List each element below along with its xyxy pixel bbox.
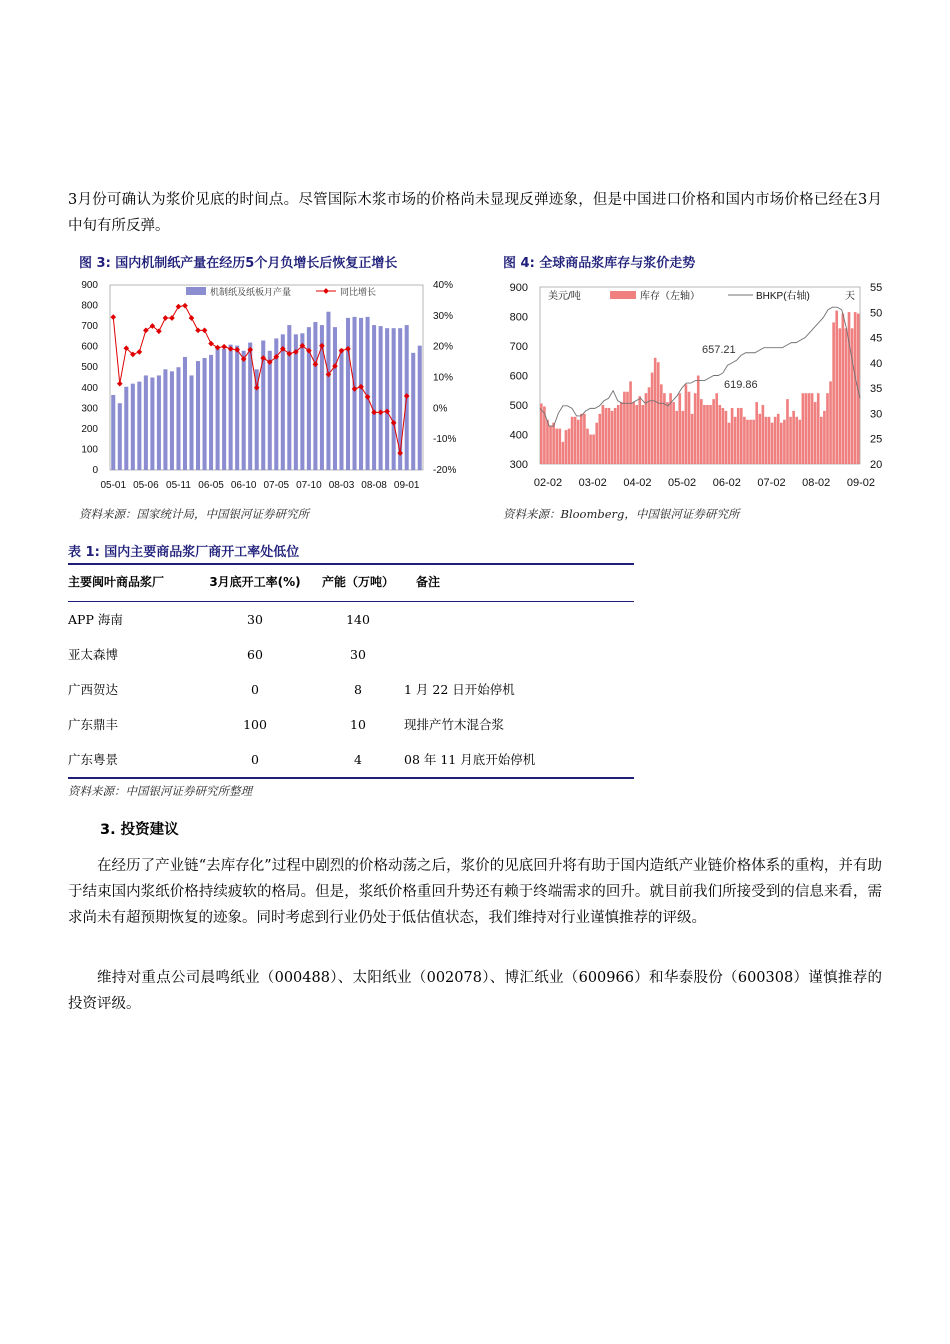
bar bbox=[555, 429, 558, 464]
y-left-tick-label: 700 bbox=[509, 341, 528, 353]
figure3-source: 资料来源：国家统计局，中国银河证券研究所 bbox=[79, 507, 309, 521]
bar bbox=[762, 405, 765, 464]
bar bbox=[385, 328, 389, 470]
bar bbox=[623, 392, 626, 464]
x-tick-label: 03-02 bbox=[578, 477, 607, 489]
y-left-tick-label: 0 bbox=[92, 465, 98, 476]
bar bbox=[657, 362, 660, 464]
right-axis-unit: 天 bbox=[845, 291, 855, 302]
y-right-tick-label: 20% bbox=[433, 341, 454, 353]
bar bbox=[632, 402, 635, 464]
x-tick-label: 04-02 bbox=[623, 477, 652, 489]
growth-point bbox=[208, 341, 214, 347]
bar bbox=[562, 442, 565, 464]
bar bbox=[157, 375, 161, 470]
y-left-tick-label: 200 bbox=[81, 423, 98, 435]
x-tick-label: 06-10 bbox=[230, 480, 257, 491]
bar bbox=[589, 435, 592, 465]
table-cell: 1 月 22 日开始停机 bbox=[404, 682, 515, 697]
growth-point bbox=[182, 303, 188, 309]
x-tick-label: 05-01 bbox=[100, 480, 127, 491]
bar bbox=[568, 429, 571, 464]
intro-paragraph: 3月份可确认为浆价见底的时间点。尽管国际木浆市场的价格尚未显现反弹迹象，但是中国进口价格和国内市场价格已经在3月中旬有所反弹。 bbox=[68, 192, 882, 234]
growth-point bbox=[176, 304, 182, 310]
y-left-tick-label: 300 bbox=[509, 459, 528, 471]
bar bbox=[242, 351, 246, 470]
bar bbox=[734, 417, 737, 464]
bar bbox=[235, 346, 239, 470]
bar bbox=[722, 408, 725, 464]
bar bbox=[768, 417, 771, 464]
table-row bbox=[68, 742, 634, 779]
bar bbox=[792, 411, 795, 464]
bar bbox=[638, 396, 641, 464]
x-tick-label: 08-08 bbox=[361, 480, 387, 491]
bar bbox=[842, 314, 845, 464]
bar bbox=[688, 392, 691, 464]
bar bbox=[605, 408, 608, 464]
figure3-chart bbox=[68, 275, 468, 505]
y-left-tick-label: 900 bbox=[81, 280, 98, 291]
x-tick-label: 08-03 bbox=[328, 480, 355, 491]
x-tick-label: 07-05 bbox=[263, 480, 290, 491]
bar bbox=[737, 408, 740, 464]
table-header-cell: 主要闽叶商品浆厂 bbox=[68, 575, 165, 589]
bar bbox=[746, 420, 749, 464]
bar bbox=[150, 378, 154, 471]
table-cell: 100 bbox=[243, 717, 267, 732]
table-cell: 140 bbox=[346, 612, 370, 627]
bar bbox=[124, 387, 128, 470]
bar bbox=[281, 334, 285, 470]
section-paragraph-2: 维持对重点公司晨鸣纸业（000488）、太阳纸业（002078）、博汇纸业（600966）和华泰股份（600308）谨慎推荐的投资评级。 bbox=[68, 970, 882, 1012]
bar bbox=[229, 345, 233, 470]
bar bbox=[614, 408, 617, 464]
legend-swatch-bar bbox=[186, 287, 206, 295]
y-right-tick-label: 55 bbox=[870, 282, 883, 294]
bar bbox=[571, 417, 574, 464]
growth-point bbox=[110, 314, 116, 320]
x-tick-label: 08-02 bbox=[802, 477, 831, 489]
bar bbox=[595, 423, 598, 464]
bar bbox=[546, 420, 549, 464]
bar bbox=[795, 417, 798, 464]
bar bbox=[565, 430, 568, 464]
bar bbox=[287, 325, 291, 470]
bar bbox=[586, 429, 589, 464]
bar bbox=[583, 414, 586, 464]
growth-point bbox=[137, 349, 143, 355]
bar bbox=[255, 369, 259, 470]
bar bbox=[359, 318, 363, 470]
y-left-tick-label: 600 bbox=[509, 370, 528, 383]
bar bbox=[300, 333, 304, 470]
bar bbox=[783, 420, 786, 464]
left-axis-unit: 美元/吨 bbox=[548, 291, 581, 302]
bar bbox=[845, 328, 848, 464]
growth-point bbox=[221, 344, 227, 350]
bar bbox=[811, 393, 814, 464]
legend-label: 机制纸及纸板月产量 bbox=[210, 287, 292, 297]
table-row bbox=[68, 637, 634, 672]
bar bbox=[137, 382, 141, 470]
bar bbox=[189, 375, 193, 470]
table-cell: 亚太森博 bbox=[68, 647, 119, 662]
x-tick-label: 05-02 bbox=[668, 477, 697, 489]
bar bbox=[333, 327, 337, 470]
bar bbox=[820, 417, 823, 464]
bar bbox=[326, 312, 330, 470]
table-header-cell: 备注 bbox=[416, 575, 441, 589]
bar bbox=[706, 405, 709, 464]
bar bbox=[802, 393, 805, 464]
bar bbox=[682, 411, 685, 464]
bar bbox=[392, 328, 396, 470]
bar bbox=[826, 393, 829, 464]
y-right-tick-label: 40 bbox=[870, 357, 883, 370]
bar bbox=[832, 322, 835, 464]
bar bbox=[577, 420, 580, 464]
bar bbox=[712, 399, 715, 464]
annotation-label: 657.21 bbox=[702, 344, 736, 356]
bar bbox=[353, 317, 357, 470]
table-cell: 0 bbox=[251, 752, 259, 767]
y-left-tick-label: 100 bbox=[81, 444, 98, 456]
bar bbox=[709, 405, 712, 464]
growth-point bbox=[143, 327, 149, 333]
bar bbox=[611, 411, 614, 464]
table-cell: 30 bbox=[350, 647, 366, 662]
table-cell: 30 bbox=[247, 612, 263, 627]
bar bbox=[691, 414, 694, 464]
x-tick-label: 09-01 bbox=[393, 480, 420, 491]
bar bbox=[829, 381, 832, 464]
table-cell: 60 bbox=[247, 647, 263, 662]
table1-title: 表 1: 国内主要商品浆厂商开工率处低位 bbox=[68, 545, 300, 560]
y-right-tick-label: 30% bbox=[433, 310, 454, 322]
y-right-tick-label: 35 bbox=[870, 383, 883, 396]
bar bbox=[728, 423, 731, 464]
bar bbox=[313, 322, 317, 470]
bar bbox=[163, 369, 167, 470]
table-header-cell: 产能（万吨） bbox=[321, 575, 394, 589]
bar bbox=[144, 375, 148, 470]
y-right-tick-label: 30 bbox=[870, 408, 883, 421]
bar bbox=[758, 414, 761, 464]
y-right-tick-label: 50 bbox=[870, 307, 883, 320]
bar bbox=[411, 353, 415, 470]
bar bbox=[598, 414, 601, 464]
table-row bbox=[68, 602, 634, 637]
y-left-tick-label: 500 bbox=[509, 400, 528, 412]
table-cell: 现排产竹木混合浆 bbox=[404, 717, 505, 732]
legend-swatch-bar bbox=[610, 291, 636, 299]
bar bbox=[372, 325, 376, 470]
y-right-tick-label: 0% bbox=[433, 403, 448, 415]
bar bbox=[789, 417, 792, 464]
bar bbox=[715, 393, 718, 464]
bar bbox=[780, 423, 783, 464]
bar bbox=[268, 351, 272, 470]
bar bbox=[808, 393, 811, 464]
bar bbox=[635, 405, 638, 464]
bar bbox=[851, 328, 854, 464]
bar bbox=[749, 420, 752, 464]
growth-point bbox=[195, 327, 201, 333]
table-cell: 08 年 11 月底开始停机 bbox=[404, 752, 536, 767]
y-right-tick-label: 40% bbox=[433, 280, 454, 291]
bar bbox=[848, 312, 851, 464]
y-right-tick-label: 10% bbox=[433, 372, 454, 384]
legend-label: 同比增长 bbox=[340, 287, 377, 297]
x-tick-label: 05-11 bbox=[166, 480, 191, 491]
legend-label: 库存（左轴） bbox=[640, 291, 700, 302]
bar bbox=[592, 435, 595, 465]
bar bbox=[854, 312, 857, 464]
bar bbox=[608, 408, 611, 464]
bar bbox=[725, 411, 728, 464]
bar bbox=[203, 358, 207, 470]
bar bbox=[694, 393, 697, 464]
figure3-title: 图 3: 国内机制纸产量在经历5个月负增长后恢复正增长 bbox=[79, 256, 398, 271]
bar bbox=[777, 414, 780, 464]
bar bbox=[731, 408, 734, 464]
x-tick-label: 02-02 bbox=[533, 477, 563, 489]
bar bbox=[580, 414, 583, 464]
y-left-tick-label: 400 bbox=[81, 382, 98, 394]
bar bbox=[685, 384, 688, 464]
bar bbox=[752, 420, 755, 464]
table-header-cell: 3月底开工率(%) bbox=[209, 575, 301, 589]
bar bbox=[697, 376, 700, 465]
bar bbox=[765, 417, 768, 464]
y-left-tick-label: 700 bbox=[81, 321, 98, 333]
table-cell: 4 bbox=[354, 752, 362, 767]
table-cell: 广西贺达 bbox=[68, 682, 119, 697]
bar bbox=[176, 367, 180, 470]
legend-swatch-marker bbox=[323, 288, 329, 294]
bar bbox=[339, 349, 343, 470]
bar bbox=[118, 403, 122, 470]
bar bbox=[629, 381, 632, 464]
bar bbox=[549, 426, 552, 464]
bar bbox=[805, 393, 808, 464]
bar bbox=[817, 393, 820, 464]
section-heading: 3. 投资建议 bbox=[100, 822, 179, 838]
table-cell: 10 bbox=[350, 717, 366, 732]
bar bbox=[558, 429, 561, 464]
y-right-tick-label: -10% bbox=[433, 434, 457, 446]
bar bbox=[743, 417, 746, 464]
table-header-row bbox=[68, 563, 634, 602]
bar bbox=[552, 423, 555, 464]
bar bbox=[642, 405, 645, 464]
bar bbox=[771, 423, 774, 464]
y-right-tick-label: 45 bbox=[870, 332, 883, 345]
bar bbox=[648, 387, 651, 464]
bar bbox=[183, 357, 187, 470]
bar bbox=[740, 408, 743, 464]
bar bbox=[418, 346, 422, 470]
growth-point bbox=[202, 327, 208, 333]
bar bbox=[222, 349, 226, 470]
y-left-tick-label: 300 bbox=[81, 403, 98, 415]
bar bbox=[196, 361, 200, 470]
bar bbox=[620, 402, 623, 464]
bar bbox=[366, 317, 370, 470]
x-tick-label: 09-02 bbox=[846, 477, 875, 489]
bar bbox=[660, 384, 663, 464]
x-tick-label: 05-06 bbox=[133, 480, 159, 491]
bar bbox=[718, 405, 721, 464]
y-left-tick-label: 800 bbox=[509, 311, 528, 324]
bar bbox=[838, 328, 841, 464]
growth-point bbox=[189, 315, 195, 321]
y-right-tick-label: 25 bbox=[870, 433, 883, 446]
bar bbox=[540, 404, 543, 464]
growth-point bbox=[169, 315, 175, 321]
bar bbox=[216, 349, 220, 470]
bar bbox=[574, 417, 577, 464]
bar bbox=[703, 405, 706, 464]
bar bbox=[798, 420, 801, 464]
section-paragraph-1: 在经历了产业链“去库存化”过程中剧烈的价格动荡之后，浆价的见底回升将有助于国内造纸产业链价格体系的重构，并有助于结束国内浆纸价格持续疲软的格局。但是，浆纸价格重回升势还有赖于终端需求的回升。就目前我们所接受到的信息来看，需求尚未有超预期恢复的迹象。同时考虑到行业仍处于低估值状态，我们维持对行业谨慎推荐的评级。 bbox=[68, 858, 882, 926]
y-left-tick-label: 400 bbox=[509, 429, 528, 442]
table-cell: 广东鼎丰 bbox=[68, 717, 119, 732]
bar bbox=[617, 405, 620, 464]
x-tick-label: 07-02 bbox=[757, 477, 786, 489]
y-right-tick-label: 20 bbox=[870, 459, 883, 471]
bar bbox=[379, 326, 383, 470]
bar bbox=[774, 417, 777, 464]
bar bbox=[823, 411, 826, 464]
bar bbox=[654, 358, 657, 464]
annotation-label: 619.86 bbox=[724, 379, 758, 391]
bar bbox=[814, 402, 817, 464]
figure4-source: 资料来源：Bloomberg，中国银河证券研究所 bbox=[503, 507, 740, 521]
legend-label: BHKP(右轴) bbox=[756, 291, 810, 302]
bar bbox=[672, 402, 675, 464]
bar bbox=[346, 318, 350, 470]
table-cell: APP 海南 bbox=[68, 612, 123, 627]
bar bbox=[170, 371, 174, 470]
x-tick-label: 06-02 bbox=[712, 477, 741, 489]
y-left-tick-label: 900 bbox=[509, 282, 528, 294]
bar bbox=[209, 355, 213, 470]
table-row bbox=[68, 707, 634, 742]
x-tick-label: 07-10 bbox=[296, 480, 322, 491]
bar bbox=[666, 402, 669, 464]
bar bbox=[248, 343, 252, 470]
growth-point bbox=[117, 381, 123, 387]
figure4-title: 图 4: 全球商品浆库存与浆价走势 bbox=[503, 256, 696, 271]
y-left-tick-label: 500 bbox=[81, 362, 98, 374]
y-right-tick-label: -20% bbox=[433, 465, 457, 476]
bar bbox=[835, 311, 838, 464]
y-left-tick-label: 800 bbox=[81, 300, 98, 312]
bar bbox=[786, 399, 789, 464]
table1 bbox=[68, 563, 634, 779]
growth-point bbox=[163, 315, 169, 321]
bar bbox=[675, 411, 678, 464]
bar bbox=[651, 373, 654, 464]
bar bbox=[700, 399, 703, 464]
x-tick-label: 06-05 bbox=[198, 480, 224, 491]
y-left-tick-label: 600 bbox=[81, 341, 98, 353]
table-row bbox=[68, 672, 634, 707]
table-cell: 广东粤景 bbox=[68, 752, 119, 767]
bar bbox=[755, 402, 758, 464]
bar bbox=[111, 395, 115, 470]
table1-source: 资料来源：中国银河证券研究所整理 bbox=[68, 784, 252, 798]
figure4-chart bbox=[500, 275, 900, 505]
bar bbox=[602, 405, 605, 464]
bar bbox=[626, 392, 629, 464]
bar bbox=[678, 393, 681, 464]
table-cell: 8 bbox=[354, 682, 362, 697]
bar bbox=[131, 384, 135, 470]
table-cell: 0 bbox=[251, 682, 259, 697]
